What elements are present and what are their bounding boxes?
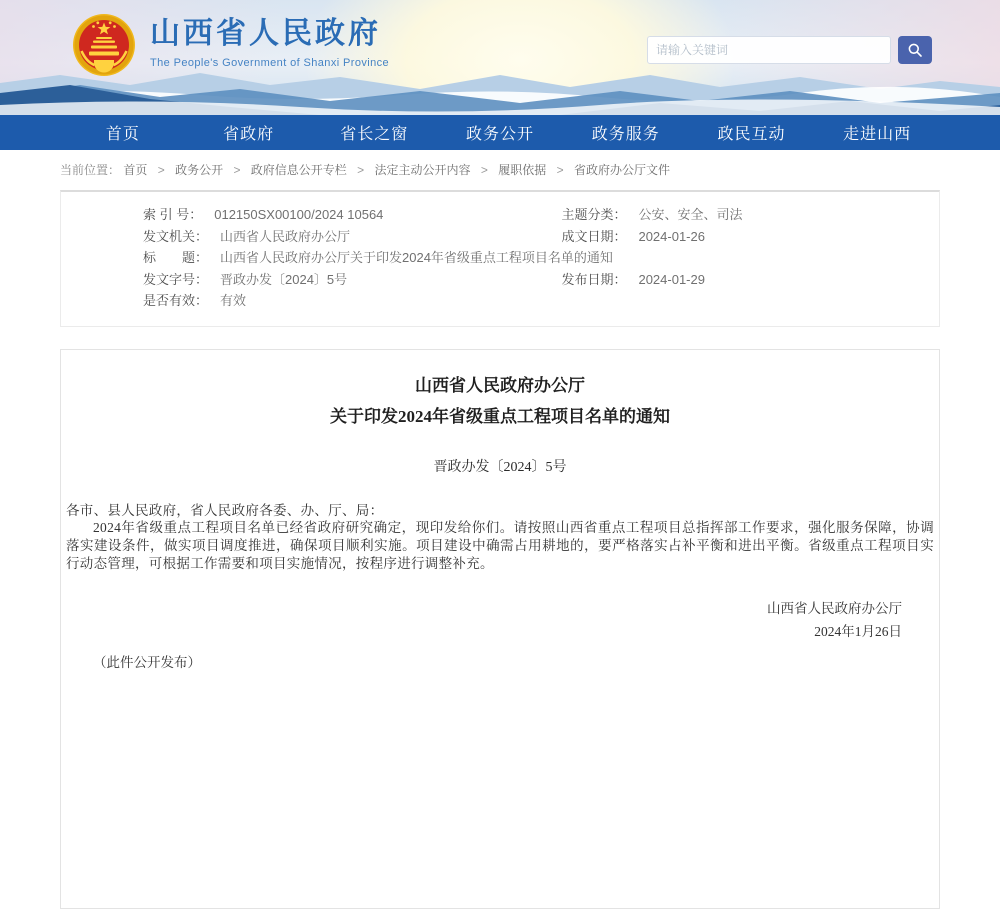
- meta-agency-label: 发文机关：: [143, 228, 209, 244]
- meta-title-label: 标 题：: [143, 250, 209, 265]
- meta-row-agency: [61, 226, 939, 248]
- meta-index-value: 012150SX00100/2024 10564: [214, 207, 384, 222]
- breadcrumb-separator: >: [357, 163, 365, 177]
- meta-title-value: 山西省人民政府办公厅关于印发2024年省级重点工程项目名单的通知: [220, 250, 613, 265]
- breadcrumb-item-info-disclosure[interactable]: 政府信息公开专栏: [250, 163, 347, 177]
- national-emblem-icon: [72, 13, 136, 77]
- meta-written-date-label: 成文日期：: [561, 228, 627, 244]
- search-input[interactable]: [647, 36, 891, 64]
- site-header: [0, 0, 1000, 115]
- meta-valid-label: 是否有效：: [143, 293, 209, 308]
- document-signer: 山西省人民政府办公厅: [767, 600, 902, 616]
- document-paragraph: 2024年省级重点工程项目名单已经省政府研究确定，现印发给你们。请按照山西省重点工程项目总指挥部工作要求，强化服务保障，协调落实建设条件，做实项目调度推进，确保项目顺利实施。项目建设中确需占用耕地的，要严格落实占补平衡和进出平衡。省级重点工程项目实行动态管理，可根据工作需要和项目实施情况，按程序进行调整补充。: [66, 520, 934, 571]
- breadcrumb-item-statutory-disclosure[interactable]: 法定主动公开内容: [374, 163, 471, 177]
- meta-topic-value: 公安、安全、司法: [638, 207, 743, 222]
- site-logo[interactable]: [72, 13, 389, 77]
- nav-item-governor-window[interactable]: 省长之窗: [340, 126, 409, 143]
- meta-row-validity: [61, 290, 939, 312]
- meta-agency-value: 山西省人民政府办公厅: [220, 228, 351, 244]
- breadcrumb-item-home[interactable]: 首页: [123, 163, 148, 177]
- search-button[interactable]: [898, 36, 932, 64]
- nav-item-government-services[interactable]: 政务服务: [591, 126, 660, 143]
- breadcrumb-item-gov-affairs[interactable]: 政务公开: [175, 163, 224, 177]
- breadcrumb-separator: >: [157, 163, 165, 177]
- document-signature-block: [66, 597, 934, 643]
- breadcrumb-separator: >: [480, 163, 488, 177]
- nav-item-provincial-government[interactable]: 省政府: [223, 126, 275, 143]
- breadcrumb-item-office-documents[interactable]: 省政府办公厅文件: [573, 163, 670, 177]
- nav-item-public-interaction[interactable]: 政民互动: [717, 126, 786, 143]
- meta-row-title: [61, 247, 939, 269]
- meta-topic-label: 主题分类：: [561, 207, 627, 222]
- meta-valid-value: 有效: [220, 293, 247, 308]
- document-salutation: 各市、县人民政府，省人民政府各委、办、厅、局：: [66, 502, 384, 518]
- document-footnote: （此件公开发布）: [93, 654, 201, 670]
- nav-item-discover-shanxi[interactable]: 走进山西: [843, 126, 912, 143]
- meta-row-docnum: [61, 269, 939, 291]
- meta-docnum-label: 发文字号：: [143, 271, 209, 287]
- breadcrumb-separator: >: [556, 163, 564, 177]
- meta-publish-date-label: 发布日期：: [561, 271, 627, 287]
- breadcrumb-separator: >: [233, 163, 241, 177]
- document-title-line1: 山西省人民政府办公厅: [415, 375, 585, 395]
- document-title-line2: 关于印发2024年省级重点工程项目名单的通知: [330, 406, 670, 426]
- site-title: 山西省人民政府: [150, 17, 381, 50]
- meta-publish-date-value: 2024-01-29: [638, 271, 705, 287]
- breadcrumb-item-duty-basis[interactable]: 履职依据: [498, 163, 547, 177]
- meta-index-label: 索 引 号：: [143, 207, 203, 222]
- breadcrumb-label: 当前位置：: [60, 163, 121, 177]
- breadcrumb: [58, 150, 942, 190]
- search-box: [647, 36, 932, 64]
- search-icon: [907, 42, 923, 58]
- meta-row-index: [61, 204, 939, 226]
- site-subtitle: The People's Government of Shanxi Province: [150, 57, 390, 69]
- nav-item-government-affairs[interactable]: 政务公开: [466, 126, 535, 143]
- document-metadata-panel: [60, 190, 940, 327]
- document-sign-date: 2024年1月26日: [814, 623, 902, 639]
- nav-item-home[interactable]: 首页: [105, 126, 140, 143]
- document-number: 晋政办发〔2024〕5号: [433, 459, 567, 475]
- meta-docnum-value: 晋政办发〔2024〕5号: [220, 271, 348, 287]
- main-nav: [0, 115, 1000, 150]
- meta-written-date-value: 2024-01-26: [638, 228, 705, 244]
- document-content-panel: [60, 349, 940, 909]
